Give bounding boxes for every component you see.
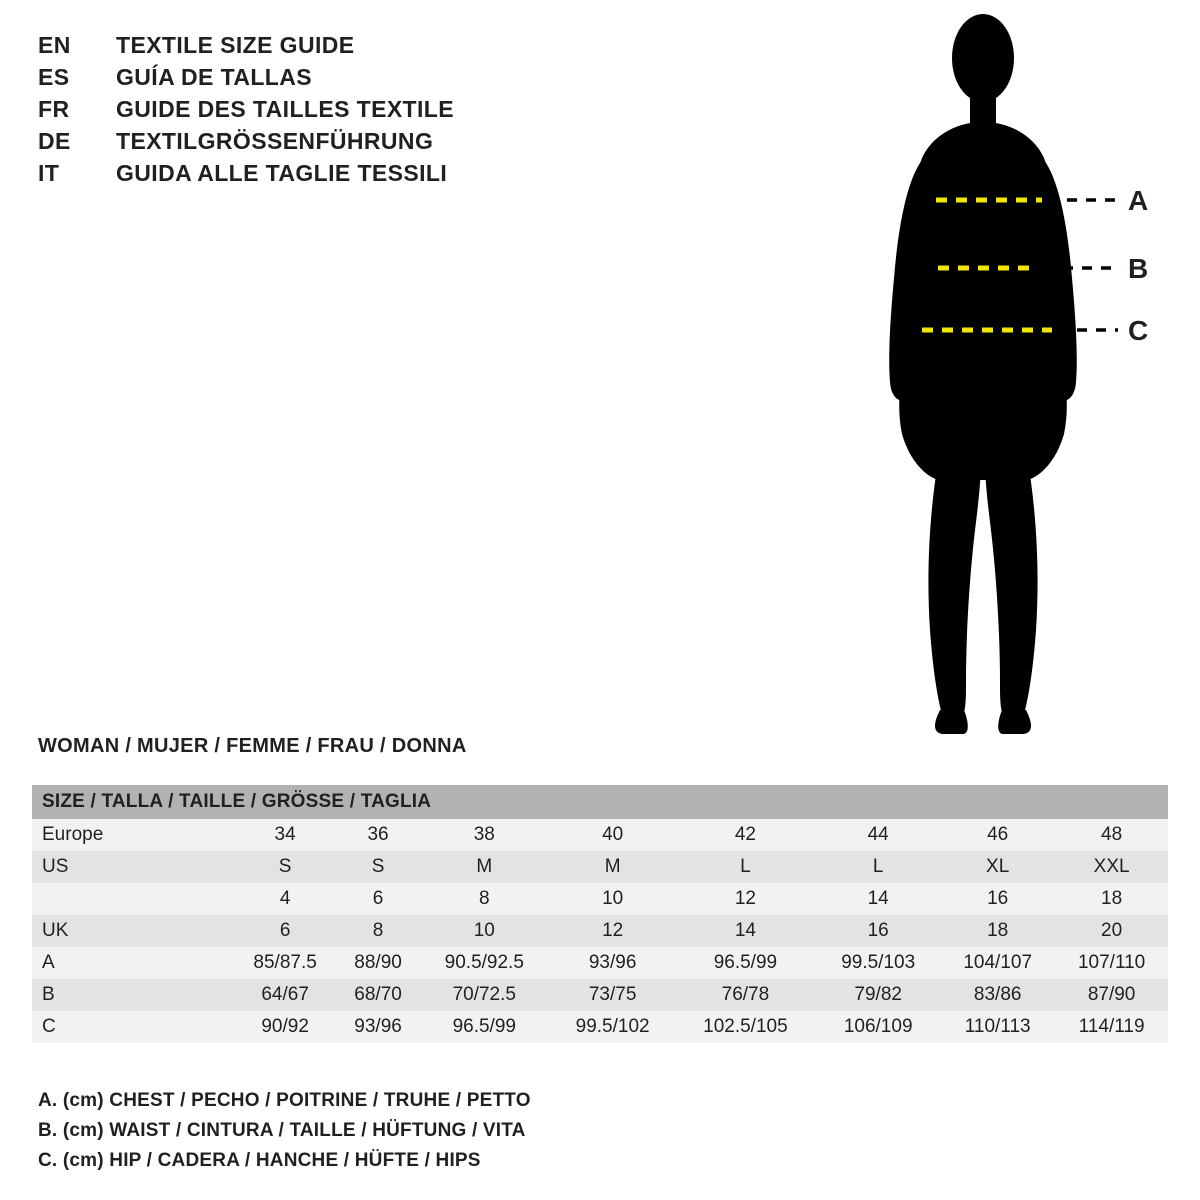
measurement-legend: [38, 1090, 838, 1180]
cell: 68/70: [338, 979, 418, 1011]
language-row: [38, 96, 678, 128]
table-row: [32, 883, 1168, 915]
cell: 93/96: [338, 1011, 418, 1043]
cell: S: [338, 851, 418, 883]
row-label: C: [32, 1011, 232, 1043]
cell: 73/75: [551, 979, 675, 1011]
cell: 10: [418, 915, 551, 947]
cell: 102.5/105: [675, 1011, 817, 1043]
row-label: UK: [32, 915, 232, 947]
cell: 4: [232, 883, 338, 915]
cell: 76/78: [675, 979, 817, 1011]
language-code: DE: [38, 128, 71, 154]
cell: 90/92: [232, 1011, 338, 1043]
table-row: [32, 979, 1168, 1011]
cell: 10: [551, 883, 675, 915]
cell: 110/113: [940, 1011, 1055, 1043]
cell: L: [675, 851, 817, 883]
cell: 83/86: [940, 979, 1055, 1011]
cell: S: [232, 851, 338, 883]
language-row: [38, 128, 678, 160]
table-row: [32, 851, 1168, 883]
female-silhouette-figure: [860, 10, 1190, 740]
legend-line-c: C. (cm) HIP / CADERA / HANCHE / HÜFTE / HIPS: [38, 1150, 481, 1171]
cell: 16: [816, 915, 940, 947]
row-label: Europe: [32, 819, 232, 851]
cell: 64/67: [232, 979, 338, 1011]
cell: 18: [1055, 883, 1168, 915]
cell: 87/90: [1055, 979, 1168, 1011]
cell: XXL: [1055, 851, 1168, 883]
cell: 99.5/103: [816, 947, 940, 979]
cell: 106/109: [816, 1011, 940, 1043]
cell: 114/119: [1055, 1011, 1168, 1043]
cell: 6: [232, 915, 338, 947]
cell: 14: [816, 883, 940, 915]
language-row: [38, 160, 678, 192]
marker-label-c: C: [1128, 315, 1149, 346]
cell: 96.5/99: [675, 947, 817, 979]
table-title: SIZE / TALLA / TAILLE / GRÖSSE / TAGLIA: [32, 785, 1168, 819]
cell: 36: [338, 819, 418, 851]
cell: 16: [940, 883, 1055, 915]
cell: 44: [816, 819, 940, 851]
language-code: IT: [38, 160, 60, 186]
cell: 90.5/92.5: [418, 947, 551, 979]
cell: 104/107: [940, 947, 1055, 979]
cell: 12: [675, 883, 817, 915]
table-row: [32, 1011, 1168, 1043]
cell: 46: [940, 819, 1055, 851]
cell: 14: [675, 915, 817, 947]
size-table: [32, 785, 1168, 1043]
cell: 48: [1055, 819, 1168, 851]
section-title: WOMAN / MUJER / FEMME / FRAU / DONNA: [38, 735, 467, 757]
table-row: [32, 947, 1168, 979]
row-label: [32, 883, 232, 915]
legend-line-b: B. (cm) WAIST / CINTURA / TAILLE / HÜFTUNG / VITA: [38, 1120, 526, 1141]
cell: 42: [675, 819, 817, 851]
language-title: TEXTILE SIZE GUIDE: [116, 32, 355, 58]
marker-label-a: A: [1128, 185, 1149, 216]
table-row: [32, 915, 1168, 947]
language-code: EN: [38, 32, 71, 58]
row-label: A: [32, 947, 232, 979]
cell: 107/110: [1055, 947, 1168, 979]
cell: 96.5/99: [418, 1011, 551, 1043]
silhouette-icon: [889, 14, 1077, 734]
table-header-row: [32, 785, 1168, 819]
cell: 34: [232, 819, 338, 851]
cell: 12: [551, 915, 675, 947]
cell: 20: [1055, 915, 1168, 947]
cell: 88/90: [338, 947, 418, 979]
cell: M: [551, 851, 675, 883]
cell: 18: [940, 915, 1055, 947]
cell: 99.5/102: [551, 1011, 675, 1043]
cell: L: [816, 851, 940, 883]
table-row: [32, 819, 1168, 851]
row-label: B: [32, 979, 232, 1011]
language-title: GUÍA DE TALLAS: [116, 64, 312, 90]
cell: 8: [418, 883, 551, 915]
row-label: US: [32, 851, 232, 883]
legend-line-a: A. (cm) CHEST / PECHO / POITRINE / TRUHE / PETTO: [38, 1090, 531, 1111]
language-row: [38, 64, 678, 96]
language-code: ES: [38, 64, 70, 90]
language-title: GUIDE DES TAILLES TEXTILE: [116, 96, 454, 122]
language-title: GUIDA ALLE TAGLIE TESSILI: [116, 160, 448, 186]
cell: 85/87.5: [232, 947, 338, 979]
language-row: [38, 32, 678, 64]
cell: 38: [418, 819, 551, 851]
cell: 79/82: [816, 979, 940, 1011]
language-title: TEXTILGRÖSSENFÜHRUNG: [116, 128, 434, 154]
cell: 93/96: [551, 947, 675, 979]
cell: 70/72.5: [418, 979, 551, 1011]
cell: 8: [338, 915, 418, 947]
language-title-list: [38, 32, 678, 192]
language-code: FR: [38, 96, 70, 122]
cell: XL: [940, 851, 1055, 883]
cell: M: [418, 851, 551, 883]
cell: 6: [338, 883, 418, 915]
marker-label-b: B: [1128, 253, 1149, 284]
cell: 40: [551, 819, 675, 851]
